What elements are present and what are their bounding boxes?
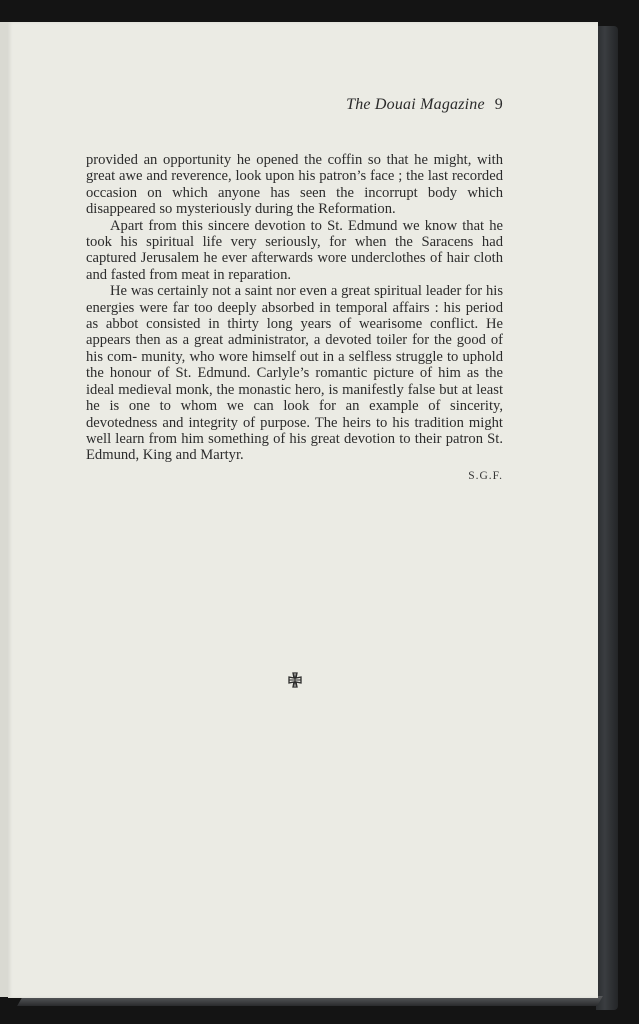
author-initials: S.G.F. bbox=[468, 469, 503, 482]
running-head bbox=[0, 96, 503, 114]
paragraph: provided an opportunity he opened the coffin so that he might, with great awe and reverence, look upon his patron’s face ; the last recorded occasion on which anyone has seen the incorrupt body which disappeared so mysteriously during the Reformation. bbox=[86, 152, 503, 218]
paragraph: Apart from this sincere devotion to St. Edmund we know that he took his spiritual life very seriously, for when the Saracens had captured Jerusalem he ever afterwards wore underclothes of hair cloth and fasted from meat in reparation. bbox=[86, 217, 503, 283]
facing-page-edge bbox=[0, 22, 8, 997]
cross-pattee-icon bbox=[287, 672, 303, 688]
page-number: 9 bbox=[494, 96, 503, 113]
paragraph: He was certainly not a saint nor even a great spiritual leader for his energies were far too deeply absorbed in temporal affairs : his period as abbot consisted in thirty long years of wearisome conflict. He appears then as a great administrator, a devoted toiler for the good of his com- munity, who wore himself out in a selfless struggle to uphold the honour of St. Edmund. Carlyle’s romantic picture of him as the ideal medieval monk, the monastic hero, is manifestly false but at least he is one to whom we can look for an example of sincerity, devotedness and integrity of purpose. The heirs to his tradition might well learn from him something of his great devotion to their patron St. Edmund, King and Martyr. bbox=[86, 283, 503, 464]
magazine-title: The Douai Magazine bbox=[346, 96, 485, 113]
book-cover-edge bbox=[596, 26, 618, 1010]
article-body bbox=[86, 152, 503, 484]
